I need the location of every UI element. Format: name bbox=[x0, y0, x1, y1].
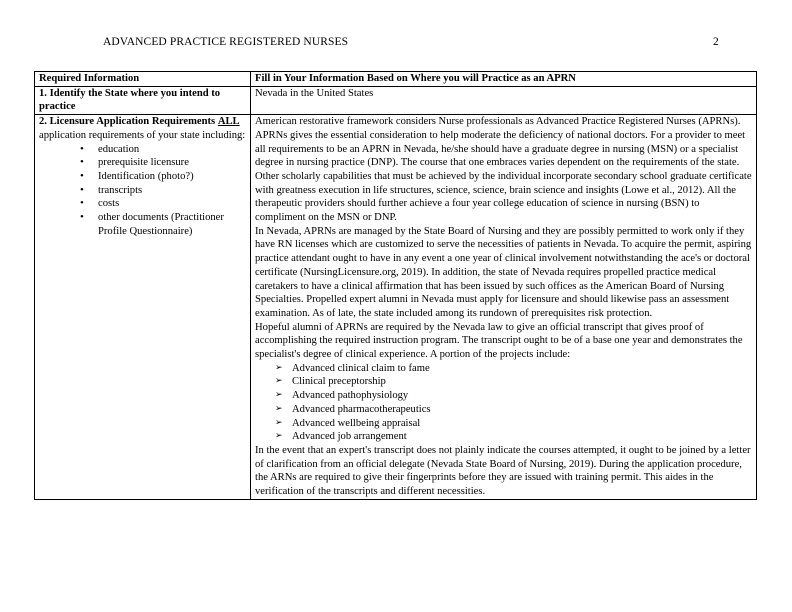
question-all-emphasis: ALL bbox=[217, 116, 240, 128]
paragraph: American restorative framework considers Nurse professionals as Advanced Practice Registered Nurses (APRNs). APRNs gives the essential consideration to help moderate the deficiency of national doctors. For a provider to meet all requirements to be an APRN in Nevada, he/she should have a graduate degree in nursing (MSN) or a specialist degree in nursing practice (DNP). The course that one embraces varies dependent on the requirements of the state. Other scholarly capabilities that must be achieved by the individual incorporate secondary school graduate certificate with greatness execution in life structures, science, science, brain science and insights (Lowe et al., 2012). All the therapeutic providers should further achieve a four year college education of science in nursing (BSN) to compliment on the MSN or DNP. bbox=[255, 116, 752, 224]
list-item: • costs bbox=[98, 197, 246, 211]
question-licensure-rest: application requirements of your state including: bbox=[39, 129, 246, 141]
answer-state: Nevada in the United States bbox=[251, 86, 757, 114]
list-item: ➢ Advanced clinical claim to fame bbox=[292, 362, 752, 376]
list-item: ➢ Advanced pharmacotherapeutics bbox=[292, 403, 752, 417]
requirements-table bbox=[34, 71, 757, 500]
column-header-required-information: Required Information bbox=[35, 72, 251, 87]
table-header-row bbox=[35, 72, 757, 87]
list-item: ➢ Advanced pathophysiology bbox=[292, 389, 752, 403]
table-row-licensure bbox=[35, 115, 757, 500]
question-licensure bbox=[39, 115, 246, 142]
list-item: • other documents (Practitioner Profile Questionnaire) bbox=[98, 211, 246, 238]
requirements-list bbox=[39, 143, 246, 239]
running-head: ADVANCED PRACTICE REGISTERED NURSES bbox=[103, 36, 349, 48]
answer-licensure-cell bbox=[251, 115, 757, 500]
list-item: ➢ Advanced wellbeing appraisal bbox=[292, 417, 752, 431]
paragraph: In Nevada, APRNs are managed by the State Board of Nursing and they are possibly permitted to work only if they have RN licenses which are customized to serve the necessities of patients in Nevada. To acquire the permit, aspiring practice attendant ought to have in any event a one year of clinical involvement notwithstanding the ace's or doctoral certificate (NursingLicensure.org, 2019). In addition, the state of Nevada requires propelled practice medical caretakers to have a clinical affirmation that has been issued by such offices as the American Board of Nursing Specialties. Propelled expert alumni in Nevada must apply for licensure and should likewise pass an assessment examination. As of late, the state included among its rundown of prerequisites risk protection. bbox=[255, 225, 752, 319]
question-state: 1. Identify the State where you intend to practice bbox=[35, 86, 251, 114]
list-item: ➢ Clinical preceptorship bbox=[292, 375, 752, 389]
programs-list bbox=[255, 362, 752, 444]
question-licensure-cell bbox=[35, 115, 251, 500]
list-item: • Identification (photo?) bbox=[98, 170, 246, 184]
page-number: 2 bbox=[713, 36, 719, 48]
list-item: ➢ Advanced job arrangement bbox=[292, 430, 752, 444]
list-item: • transcripts bbox=[98, 184, 246, 198]
column-header-fill-in-information: Fill in Your Information Based on Where you will Practice as an APRN bbox=[251, 72, 757, 87]
paragraph: In the event that an expert's transcript does not plainly indicate the courses attempted, it ought to be joined by a letter of clarification from an official delegate (Nevada State Board of Nursing, 2019). During the application procedure, the ARNs are required to give their fingerprints before they are issued with training permit. This aides in the verification of the transcripts and different necessities. bbox=[255, 444, 751, 498]
list-item: • education bbox=[98, 143, 246, 157]
list-item: • prerequisite licensure bbox=[98, 156, 246, 170]
question-licensure-title: 2. Licensure Application Requirements bbox=[39, 116, 216, 128]
table-row-state bbox=[35, 86, 757, 114]
paragraph: Hopeful alumni of APRNs are required by the Nevada law to give an official transcript that gives proof of accomplishing the required instruction program. The transcript ought to be of a base one year and demonstrates the specialist's degree of clinical experience. A portion of the projects include: bbox=[255, 321, 743, 361]
